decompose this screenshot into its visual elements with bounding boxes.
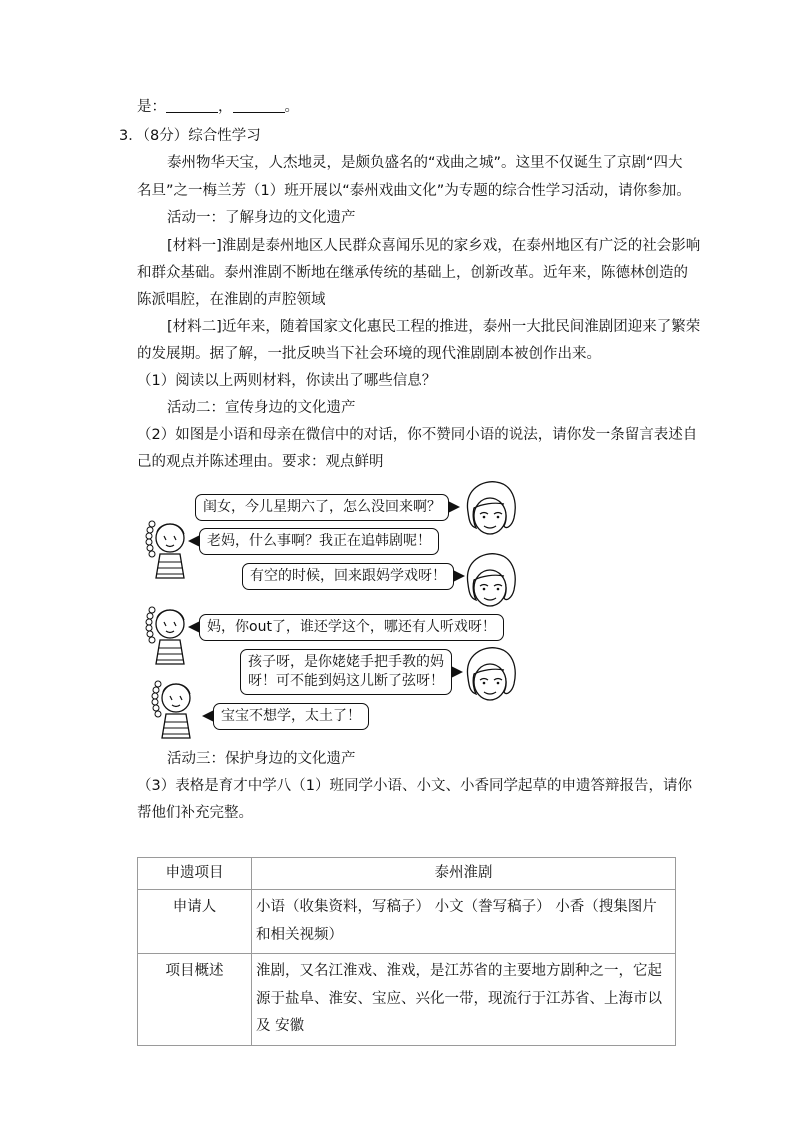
fill-in-end: 。 <box>284 99 299 115</box>
bubble-text: 宝宝不想学，太土了！ <box>221 708 361 724</box>
fill-in-prefix: 是： <box>137 99 166 115</box>
fill-in-line <box>137 98 299 116</box>
activity-2-heading: 活动二：宣传身边的文化遗产 <box>167 400 356 416</box>
table-cell-value: 淮剧，又名江淮戏、淮戏，是江苏省的主要地方剧种之一，它起源于盐阜、淮安、宝应、兴化一带，现流行于江苏省、上海市以及 安徽 <box>252 954 676 1046</box>
material-2-line-1: [材料二]近年来，随着国家文化惠民工程的推进，泰州一大批民间淮剧团迎来了繁荣 <box>167 319 701 335</box>
daughter-figure-1 <box>140 512 190 584</box>
bubble-text: 闺女，今儿星期六了，怎么没回来啊？ <box>203 499 441 515</box>
sub-question-2-line-2: 己的观点并陈述理由。要求：观点鲜明 <box>137 454 384 470</box>
speech-bubble-daughter-3 <box>213 703 369 730</box>
speech-bubble-mother-3 <box>240 649 452 695</box>
table-cell-value: 泰州淮剧 <box>252 858 676 890</box>
table-cell-key: 申遗项目 <box>138 858 252 890</box>
sub-question-2-line-1: （2）如图是小语和母亲在微信中的对话，你不赞同小语的说法，请你发一条留言表述自 <box>137 427 698 443</box>
speech-bubble-mother-1 <box>195 494 449 521</box>
heritage-report-table <box>137 857 676 1046</box>
fill-in-comma: ， <box>218 99 233 115</box>
mother-figure-3 <box>460 644 520 706</box>
speech-bubble-daughter-2 <box>199 614 504 641</box>
daughter-figure-2 <box>140 598 190 670</box>
speech-bubble-mother-2 <box>242 563 454 590</box>
material-2-line-2: 的发展期。据了解，一批反映当下社会环境的现代淮剧剧本被创作出来。 <box>137 346 601 362</box>
table-row <box>138 954 676 1046</box>
intro-line-1: 泰州物华天宝，人杰地灵，是颇负盛名的“戏曲之城”。这里不仅诞生了京剧“四大 <box>167 155 683 171</box>
mother-figure-1 <box>460 478 520 540</box>
table-cell-key: 项目概述 <box>138 954 252 1046</box>
bubble-text-line-2: 呀！可不能到妈这儿断了弦呀！ <box>248 672 444 689</box>
table-row <box>138 858 676 890</box>
bubble-text: 老妈，什么事啊？我正在追韩剧呢！ <box>207 533 431 549</box>
question-3-header: 3．（8分）综合性学习 <box>119 128 261 144</box>
intro-line-2: 名旦”之一梅兰芳（1）班开展以“泰州戏曲文化”为专题的综合性学习活动，请你参加。 <box>137 183 691 199</box>
table-cell-value: 小语（收集资料，写稿子） 小文（誊写稿子） 小香（搜集图片和相关视频） <box>252 890 676 954</box>
material-1-line-1: [材料一]淮剧是泰州地区人民群众喜闻乐见的家乡戏，在泰州地区有广泛的社会影响 <box>167 238 701 254</box>
bubble-text: 妈，你out了，谁还学这个，哪还有人听戏呀！ <box>207 619 496 635</box>
table-row <box>138 890 676 954</box>
answer-blank-2[interactable] <box>233 98 285 113</box>
bubble-text: 有空的时候，回来跟妈学戏呀！ <box>250 568 446 584</box>
activity-1-heading: 活动一：了解身边的文化遗产 <box>167 210 356 226</box>
activity-3-heading: 活动三：保护身边的文化遗产 <box>167 751 356 767</box>
material-1-line-3: 陈派唱腔，在淮剧的声腔领域 <box>137 292 326 308</box>
answer-blank-1[interactable] <box>166 98 218 113</box>
sub-question-3-line-2: 帮他们补充完整。 <box>137 805 253 821</box>
speech-bubble-daughter-1 <box>199 528 439 555</box>
mother-figure-2 <box>460 550 520 612</box>
sub-question-1: （1）阅读以上两则材料，你读出了哪些信息？ <box>137 373 437 389</box>
material-1-line-2: 和群众基础。泰州淮剧不断地在继承传统的基础上，创新改革。近年来，陈德林创造的 <box>137 265 688 281</box>
sub-question-3-line-1: （3）表格是育才中学八（1）班同学小语、小文、小香同学起草的申遗答辩报告，请你 <box>137 778 692 794</box>
table-cell-key: 申请人 <box>138 890 252 954</box>
daughter-figure-3 <box>146 672 196 744</box>
bubble-text-line-1: 孩子呀，是你姥姥手把手教的妈 <box>248 654 444 670</box>
